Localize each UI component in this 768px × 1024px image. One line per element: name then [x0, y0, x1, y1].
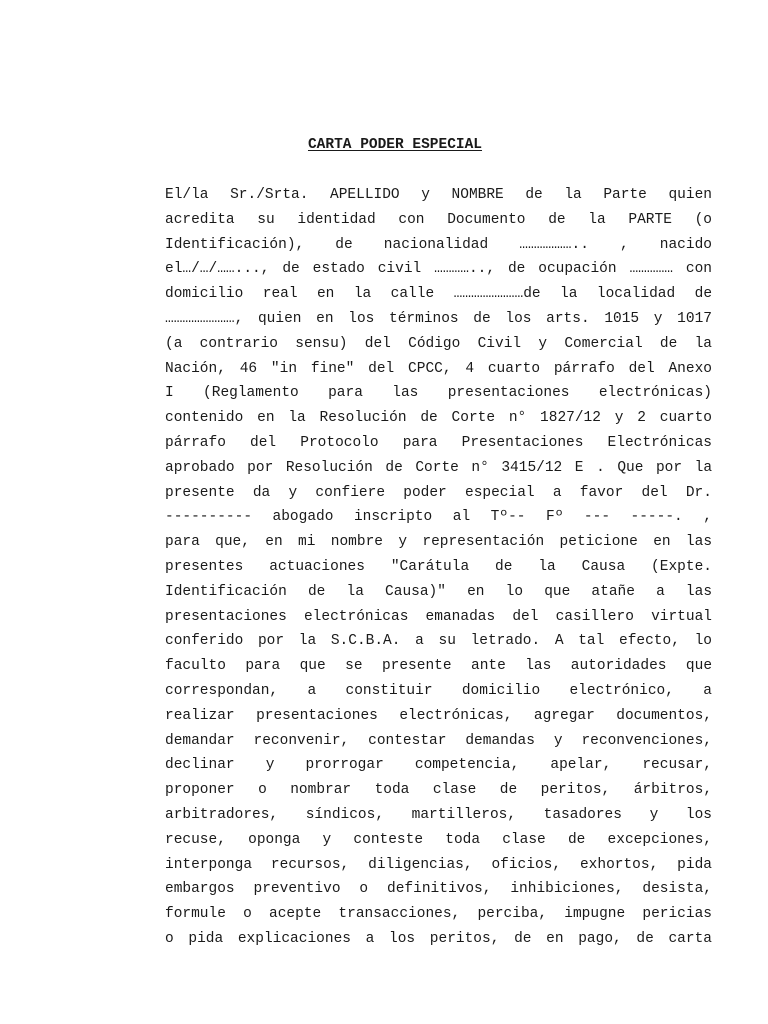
document-body	[165, 183, 712, 952]
body-line: el…/…/……..., de estado civil ………….., de ocupación …………… con	[165, 261, 712, 278]
body-line: demandar reconvenir, contestar demandas y reconvenciones,	[165, 732, 712, 749]
body-line: I (Reglamento para las presentaciones electrónicas)	[165, 385, 712, 402]
body-line: domicilio real en la calle ……………………de la localidad de	[165, 286, 712, 303]
body-line: arbitradores, síndicos, martilleros, tasadores y los	[165, 806, 712, 823]
body-line: realizar presentaciones electrónicas, agregar documentos,	[165, 707, 712, 724]
body-line: formule o acepte transacciones, perciba, impugne pericias	[165, 906, 712, 923]
body-line: presentaciones electrónicas emanadas del casillero virtual	[165, 608, 712, 625]
body-line: interponga recursos, diligencias, oficios, exhortos, pida	[165, 856, 712, 873]
body-line: aprobado por Resolución de Corte n° 3415/12 E . Que por la	[165, 459, 712, 476]
body-line: El/la Sr./Srta. APELLIDO y NOMBRE de la Parte quien	[165, 187, 712, 203]
body-line: proponer o nombrar toda clase de peritos, árbitros,	[165, 782, 712, 799]
body-line: Nación, 46 "in fine" del CPCC, 4 cuarto párrafo del Anexo	[165, 360, 712, 377]
body-line: embargos preventivo o definitivos, inhibiciones, desista,	[165, 881, 712, 898]
body-line: párrafo del Protocolo para Presentaciones Electrónicas	[165, 434, 712, 451]
body-line: declinar y prorrogar competencia, apelar, recusar,	[165, 757, 712, 774]
body-line: ……………………, quien en los términos de los arts. 1015 y 1017	[165, 310, 712, 327]
body-line: presentes actuaciones "Carátula de la Causa (Expte.	[165, 558, 712, 575]
body-line: conferido por la S.C.B.A. a su letrado. A tal efecto, lo	[165, 633, 712, 650]
body-line: presente da y confiere poder especial a favor del Dr.	[165, 484, 712, 501]
body-line: faculto para que se presente ante las autoridades que	[165, 658, 712, 675]
document-title: CARTA PODER ESPECIAL	[307, 137, 483, 153]
body-line: o pida explicaciones a los peritos, de en pago, de carta	[165, 930, 712, 947]
body-line: para que, en mi nombre y representación peticione en las	[165, 534, 712, 551]
body-line: ---------- abogado inscripto al Tº-- Fº --- -----. ,	[165, 509, 712, 526]
body-line: recuse, oponga y conteste toda clase de excepciones,	[165, 831, 712, 848]
body-line: (a contrario sensu) del Código Civil y Comercial de la	[165, 335, 712, 352]
body-line: correspondan, a constituir domicilio electrónico, a	[165, 682, 712, 699]
body-line: Identificación de la Causa)" en lo que atañe a las	[165, 583, 712, 600]
body-line: contenido en la Resolución de Corte n° 1827/12 y 2 cuarto	[165, 410, 712, 427]
body-line: Identificación), de nacionalidad ……………….. , nacido	[165, 236, 712, 253]
body-line: acredita su identidad con Documento de la PARTE (o	[165, 211, 712, 228]
